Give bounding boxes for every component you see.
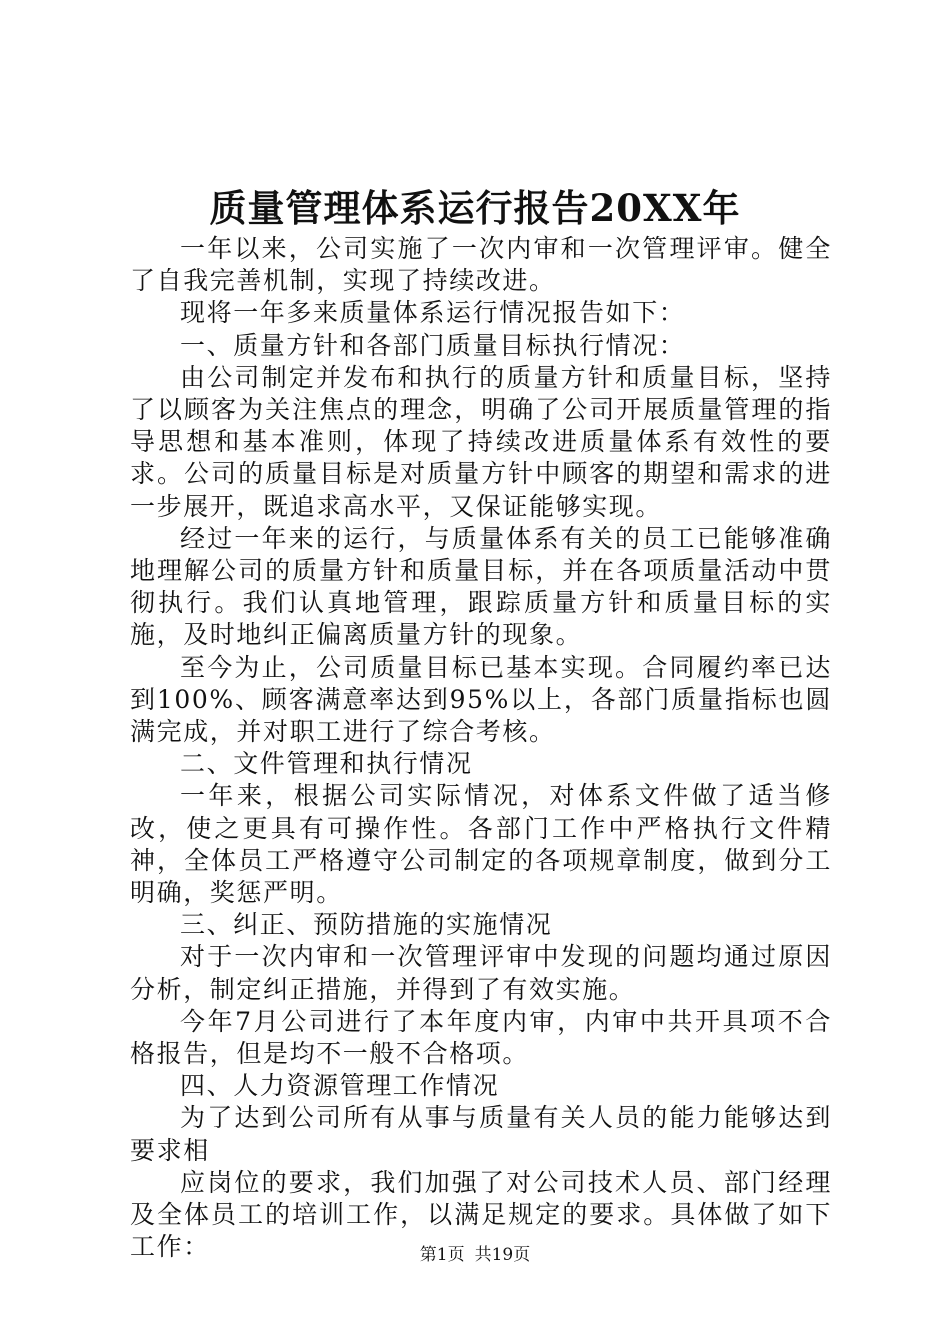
paragraph: 应岗位的要求，我们加强了对公司技术人员、部门经理及全体员工的培训工作，以满足规定的要求。具体做了如下工作： bbox=[130, 1167, 832, 1262]
paragraph: 一年以来，公司实施了一次内审和一次管理评审。健全了自我完善机制，实现了持续改进。 bbox=[130, 234, 832, 296]
page-footer bbox=[0, 1243, 950, 1267]
paragraph: 为了达到公司所有从事与质量有关人员的能力能够达到要求相 bbox=[130, 1103, 832, 1165]
paragraph: 一年来，根据公司实际情况，对体系文件做了适当修改，使之更具有可操作性。各部门工作中严格执行文件精神，全体员工严格遵守公司制定的各项规章制度，做到分工明确，奖惩严明。 bbox=[130, 781, 832, 908]
paragraph: 现将一年多来质量体系运行情况报告如下： bbox=[180, 298, 686, 328]
paragraph: 对于一次内审和一次管理评审中发现的问题均通过原因分析，制定纠正措施，并得到了有效实施。 bbox=[130, 942, 832, 1004]
section-heading: 一、质量方针和各部门质量目标执行情况： bbox=[180, 330, 686, 360]
document-body bbox=[130, 233, 832, 1264]
paragraph: 经过一年来的运行，与质量体系有关的员工已能够准确地理解公司的质量方针和质量目标，并在各项质量活动中贯彻执行。我们认真地管理，跟踪质量方针和质量目标的实施，及时地纠正偏离质量方针的现象。 bbox=[130, 523, 832, 650]
page-number: 第1页 bbox=[419, 1245, 465, 1265]
paragraph: 今年7月公司进行了本年度内审，内审中共开具项不合格报告，但是均不一般不合格项。 bbox=[130, 1006, 832, 1069]
section-heading: 四、人力资源管理工作情况 bbox=[180, 1071, 500, 1101]
section-heading: 二、文件管理和执行情况 bbox=[180, 749, 473, 779]
paragraph: 至今为止，公司质量目标已基本实现。合同履约率已达到100%、顾客满意率达到95%以上，各部门质量指标也圆满完成，并对职工进行了综合考核。 bbox=[130, 652, 832, 747]
section-heading: 三、纠正、预防措施的实施情况 bbox=[180, 910, 553, 940]
paragraph: 由公司制定并发布和执行的质量方针和质量目标，坚持了以顾客为关注焦点的理念，明确了公司开展质量管理的指导思想和基本准则，体现了持续改进质量体系有效性的要求。公司的质量目标是对质量方针中顾客的期望和需求的进一步展开，既追求高水平，又保证能够实现。 bbox=[130, 362, 832, 521]
document-title: 质量管理体系运行报告20XX年 bbox=[209, 186, 741, 230]
page-total: 共19页 bbox=[474, 1245, 531, 1265]
